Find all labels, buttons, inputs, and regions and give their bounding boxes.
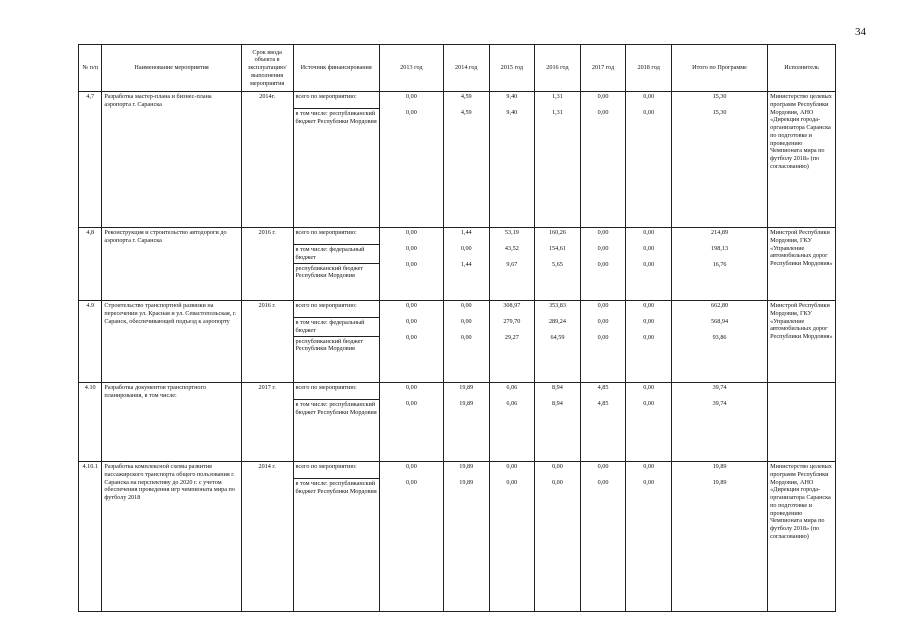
value-cell: 8,94: [552, 400, 563, 407]
source-label: республиканский бюджет Республики Мордовия: [294, 336, 379, 355]
value-cell: 93,86: [712, 334, 727, 341]
row-deadline: 2014г.: [241, 92, 293, 228]
row-value-col: [489, 383, 535, 462]
value-cell: 0,00: [405, 261, 417, 268]
value-cell: 4,85: [597, 384, 609, 391]
value-cell: 353,83: [548, 302, 566, 309]
value-cell: 15,30: [712, 93, 727, 100]
value-cell: 0,00: [405, 400, 417, 407]
value-cell: 0,00: [597, 109, 609, 116]
row-name: Разработка документов транспортного планирования, в том числе:: [102, 383, 241, 462]
source-label: в том числе: федеральный бюджет: [294, 244, 379, 263]
value-cell: 19,89: [712, 479, 727, 486]
header-2017: 2017 год: [580, 45, 626, 92]
value-cell: 0,00: [597, 93, 609, 100]
value-cell: 53,19: [504, 229, 519, 236]
value-cell: 4,85: [597, 400, 609, 407]
value-cell: 0,00: [643, 302, 655, 309]
row-value-col: [580, 92, 626, 228]
value-cell: 0,00: [597, 245, 609, 252]
row-value-col: [671, 92, 767, 228]
row-deadline: 2016 г.: [241, 228, 293, 301]
value-cell: 4,59: [460, 93, 472, 100]
row-value-col: [379, 462, 443, 612]
value-cell: 29,27: [504, 334, 519, 341]
value-cell: 39,74: [712, 400, 727, 407]
row-name: Разработка мастер-плана и бизнес-плана аэропорта г. Саранска: [102, 92, 241, 228]
row-num: 4,8: [79, 228, 102, 301]
value-cell: 0,00: [552, 479, 563, 486]
row-executor: Минстрой Республики Мордовия, ГКУ «Управление автомобильных дорог Республики Мордовия»: [768, 228, 836, 301]
table-row: [79, 301, 836, 383]
value-cell: 0,00: [405, 384, 417, 391]
row-value-col: [489, 228, 535, 301]
value-cell: 0,00: [643, 384, 655, 391]
value-cell: 64,59: [550, 334, 565, 341]
value-cell: 0,00: [597, 334, 609, 341]
row-value-col: [580, 462, 626, 612]
row-name: Реконструкция и строительство автодороги до аэропорта г. Саранска: [102, 228, 241, 301]
header-source: Источник финансирования: [293, 45, 379, 92]
value-cell: 19,89: [459, 479, 474, 486]
source-label: всего по мероприятию:: [295, 93, 357, 100]
row-value-col: [379, 92, 443, 228]
source-label: в том числе: федеральный бюджет: [294, 317, 379, 336]
table-row: [79, 228, 836, 301]
value-cell: 43,52: [504, 245, 519, 252]
value-cell: 289,24: [548, 318, 566, 325]
table-row: [79, 92, 836, 228]
value-cell: 0,00: [597, 261, 609, 268]
row-deadline: 2017 г.: [241, 383, 293, 462]
row-value-col: [580, 301, 626, 383]
value-cell: 19,89: [459, 400, 474, 407]
row-value-col: [443, 301, 489, 383]
header-total: Итого по Программе: [671, 45, 767, 92]
value-cell: 662,80: [711, 302, 729, 309]
value-cell: 0,00: [643, 463, 655, 470]
header-deadline: Срок ввода объекта в эксплуатацию/ выполнения мероприятия: [241, 45, 293, 92]
value-cell: 0,00: [643, 261, 655, 268]
value-cell: 0,00: [405, 479, 417, 486]
row-value-col: [671, 228, 767, 301]
value-cell: 0,00: [643, 479, 655, 486]
row-sources: [293, 383, 379, 462]
value-cell: 0,00: [405, 463, 417, 470]
value-cell: 0,00: [460, 245, 472, 252]
row-value-col: [671, 301, 767, 383]
row-name: Разработка комплексной схемы развития пассажирского транспорта общего пользования г. Саранска на перспективу до 2020 г. с учетом обеспечения проведения игр чемпионата мира по футболу 2018: [102, 462, 241, 612]
row-value-col: [489, 92, 535, 228]
row-value-col: [535, 228, 581, 301]
value-cell: 568,94: [711, 318, 729, 325]
value-cell: 0,00: [597, 479, 609, 486]
value-cell: 0,00: [405, 93, 417, 100]
header-2018: 2018 год: [626, 45, 672, 92]
row-value-col: [535, 383, 581, 462]
source-label: всего по мероприятию:: [295, 229, 357, 236]
value-cell: 0,00: [506, 463, 518, 470]
row-value-col: [626, 462, 672, 612]
row-sources: [293, 301, 379, 383]
value-cell: 0,00: [643, 229, 655, 236]
row-sources: [293, 228, 379, 301]
header-2013: 2013 год: [379, 45, 443, 92]
value-cell: 0,00: [552, 463, 563, 470]
value-cell: 308,97: [503, 302, 521, 309]
row-num: 4.9: [79, 301, 102, 383]
program-table: [78, 44, 836, 612]
value-cell: 6,06: [506, 384, 518, 391]
value-cell: 198,13: [711, 245, 729, 252]
row-value-col: [535, 92, 581, 228]
row-value-col: [535, 301, 581, 383]
row-executor: [768, 383, 836, 462]
source-label: республиканский бюджет Республики Мордовия: [294, 263, 379, 282]
value-cell: 0,00: [405, 245, 417, 252]
row-value-col: [626, 228, 672, 301]
value-cell: 8,94: [552, 384, 563, 391]
row-value-col: [379, 228, 443, 301]
value-cell: 0,00: [506, 479, 518, 486]
value-cell: 15,30: [712, 109, 727, 116]
value-cell: 0,00: [460, 302, 472, 309]
value-cell: 0,00: [460, 318, 472, 325]
value-cell: 1,31: [552, 109, 563, 116]
value-cell: 0,00: [643, 245, 655, 252]
value-cell: 0,00: [405, 302, 417, 309]
value-cell: 279,70: [503, 318, 521, 325]
row-value-col: [489, 462, 535, 612]
value-cell: 1,44: [460, 229, 472, 236]
row-sources: [293, 92, 379, 228]
value-cell: 1,44: [460, 261, 472, 268]
row-value-col: [626, 92, 672, 228]
row-deadline: 2016 г.: [241, 301, 293, 383]
value-cell: 4,59: [460, 109, 472, 116]
header-executor: Исполнитель: [768, 45, 836, 92]
header-2014: 2014 год: [443, 45, 489, 92]
value-cell: 0,00: [405, 109, 417, 116]
value-cell: 5,65: [552, 261, 563, 268]
row-value-col: [489, 301, 535, 383]
table-header-row: [79, 45, 836, 92]
row-value-col: [379, 383, 443, 462]
row-value-col: [535, 462, 581, 612]
value-cell: 6,06: [506, 400, 518, 407]
row-deadline: 2014 г.: [241, 462, 293, 612]
table-row: [79, 462, 836, 612]
row-sources: [293, 462, 379, 612]
value-cell: 0,00: [597, 229, 609, 236]
value-cell: 0,00: [643, 400, 655, 407]
value-cell: 39,74: [712, 384, 727, 391]
value-cell: 0,00: [597, 318, 609, 325]
source-label: в том числе: республиканский бюджет Республики Мордовия: [294, 478, 379, 497]
source-label: в том числе: республиканский бюджет Республики Мордовия: [294, 399, 379, 418]
value-cell: 0,00: [405, 318, 417, 325]
row-value-col: [443, 228, 489, 301]
table-row: [79, 383, 836, 462]
value-cell: 9,40: [506, 93, 518, 100]
value-cell: 19,89: [459, 384, 474, 391]
source-label: всего по мероприятию:: [295, 384, 357, 391]
row-value-col: [671, 383, 767, 462]
row-value-col: [626, 301, 672, 383]
row-num: 4.10.1: [79, 462, 102, 612]
source-label: всего по мероприятию:: [295, 302, 357, 309]
page-number: 34: [855, 26, 866, 38]
value-cell: 1,31: [552, 93, 563, 100]
row-executor: Министерство целевых программ Республики Мордовия, АНО «Дирекция города-организатора Саранска по подготовке и проведению Чемпионата мира по футболу 2018» (по согласованию): [768, 462, 836, 612]
row-value-col: [443, 92, 489, 228]
row-executor: Министерство целевых программ Республики Мордовия, АНО «Дирекция города-организатора Саранска по подготовке и проведению Чемпионата мира по футболу 2018» (по согласованию): [768, 92, 836, 228]
value-cell: 160,26: [548, 229, 566, 236]
value-cell: 0,00: [597, 302, 609, 309]
value-cell: 154,61: [548, 245, 566, 252]
value-cell: 9,40: [506, 109, 518, 116]
value-cell: 9,67: [506, 261, 518, 268]
value-cell: 0,00: [405, 334, 417, 341]
value-cell: 0,00: [643, 109, 655, 116]
header-2015: 2015 год: [489, 45, 535, 92]
header-num: № п/п: [79, 45, 102, 92]
row-executor: Минстрой Республики Мордовия, ГКУ «Управление автомобильных дорог Республики Мордовия»: [768, 301, 836, 383]
value-cell: 0,00: [643, 334, 655, 341]
header-2016: 2016 год: [535, 45, 581, 92]
row-name: Строительство транспортной развязки на пересечении ул. Красная и ул. Севастопольская, г. Саранск, обеспечивающей подъезд к аэропорту: [102, 301, 241, 383]
value-cell: 19,89: [459, 463, 474, 470]
value-cell: 19,89: [712, 463, 727, 470]
row-value-col: [443, 462, 489, 612]
source-label: в том числе: республиканский бюджет Республики Мордовия: [294, 108, 379, 127]
row-value-col: [580, 228, 626, 301]
header-name: Наименование мероприятия: [102, 45, 241, 92]
row-value-col: [671, 462, 767, 612]
row-value-col: [443, 383, 489, 462]
value-cell: 0,00: [460, 334, 472, 341]
value-cell: 0,00: [643, 93, 655, 100]
row-num: 4.10: [79, 383, 102, 462]
value-cell: 0,00: [643, 318, 655, 325]
row-value-col: [626, 383, 672, 462]
row-value-col: [580, 383, 626, 462]
value-cell: 16,76: [712, 261, 727, 268]
source-label: всего по мероприятию:: [295, 463, 357, 470]
row-value-col: [379, 301, 443, 383]
value-cell: 0,00: [405, 229, 417, 236]
value-cell: 0,00: [597, 463, 609, 470]
row-num: 4,7: [79, 92, 102, 228]
value-cell: 214,89: [711, 229, 729, 236]
